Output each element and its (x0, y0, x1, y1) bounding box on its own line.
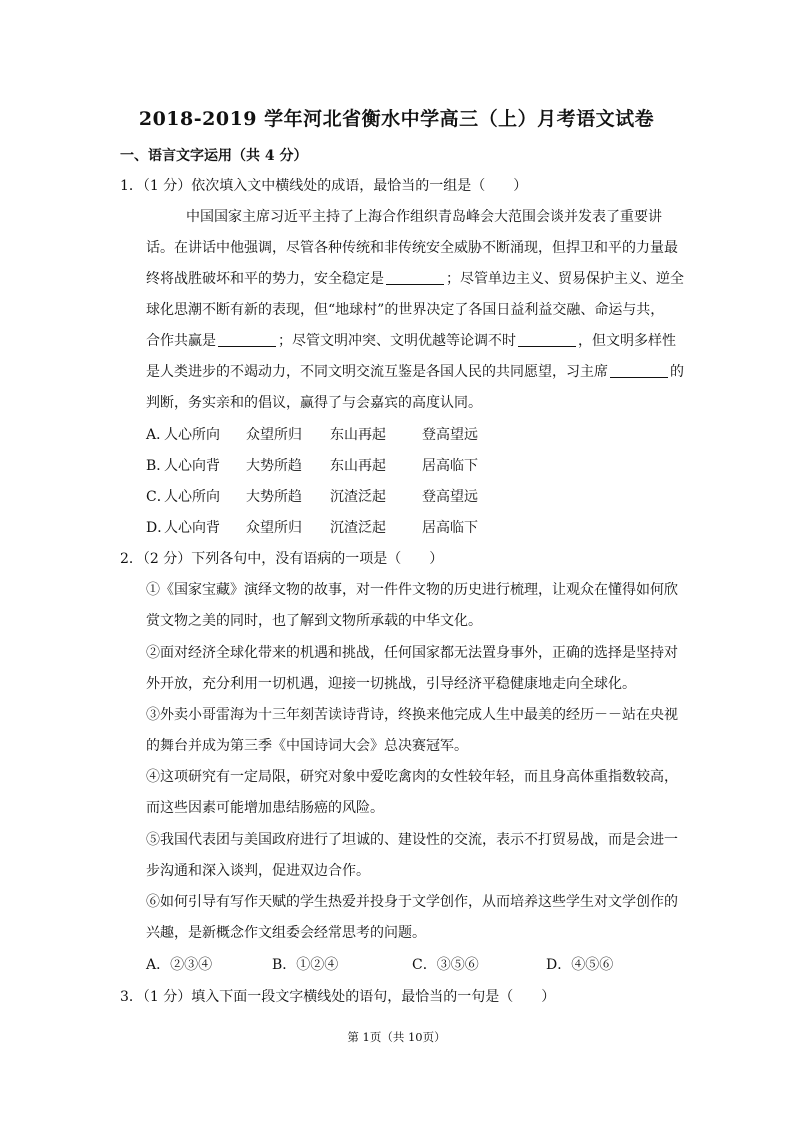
question-2-stem: 2．（2 分）下列各句中，没有语病的一项是（ ） (120, 551, 444, 567)
question-3-stem: 3．（1 分）填入下面一段文字横线处的语句，最恰当的一句是（ ） (120, 989, 556, 1005)
option-item: 人心所向 (164, 489, 220, 505)
answer-blank (386, 270, 444, 285)
option-item: ④⑤⑥ (571, 957, 614, 973)
option-letter: A． (146, 427, 171, 443)
option-item: 东山再起 (330, 427, 386, 443)
q2-option-d (546, 955, 613, 975)
q2-sentence-line: 赏文物之美的同时，也了解到文物所承载的中华文化。 (146, 613, 482, 629)
q1-passage-text: ；尽管单边主义、贸易保护主义、逆全 (446, 271, 684, 287)
option-item: 登高望远 (422, 427, 478, 443)
q1-passage-line (146, 362, 684, 382)
q2-option-a (146, 955, 212, 975)
question-1-stem: 1．（1 分）依次填入文中横线处的成语，最恰当的一组是（ ） (120, 178, 528, 194)
option-item: 沉渣泛起 (330, 489, 386, 505)
q2-sentence-line: ⑤我国代表团与美国政府进行了坦诚的、建设性的交流，表示不打贸易战，而是会进一 (146, 832, 678, 848)
option-item: 东山再起 (330, 458, 386, 474)
q2-sentence-line: ③外卖小哥雷海为十三年刻苦读诗背诗，终换来他完成人生中最美的经历－－站在央视 (146, 707, 678, 723)
q1-passage-text: ，但文明多样性 (578, 333, 676, 349)
option-item: 人心向背 (164, 458, 220, 474)
q2-sentence-line: 步沟通和深入谈判，促进双边合作。 (146, 863, 370, 879)
q1-passage-text: 的 (670, 364, 684, 380)
q1-passage-line: 判断，务实亲和的倡议，赢得了与会嘉宾的高度认同。 (146, 395, 482, 411)
q2-sentence-line: ④这项研究有一定局限，研究对象中爱吃禽肉的女性较年轻，而且身高体重指数较高， (146, 769, 678, 785)
option-letter: D． (146, 520, 172, 536)
option-letter: C． (412, 957, 437, 973)
q2-sentence-line: ⑥如何引导有写作天赋的学生热爱并投身于文学创作，从而培养这些学生对文学创作的 (146, 894, 678, 910)
option-letter: D． (546, 957, 572, 973)
answer-blank (518, 332, 576, 347)
section-heading: 一、语言文字运用（共 4 分） (120, 148, 308, 164)
option-item: ②③④ (170, 957, 213, 973)
page-title: 2018-2019 学年河北省衡水中学高三（上）月考语文试卷 (138, 108, 655, 130)
q1-passage-text: 是人类进步的不竭动力，不同文明交流互鉴是各国人民的共同愿望，习主席 (146, 364, 608, 380)
option-item: 人心所向 (164, 427, 220, 443)
option-item: ①②④ (296, 957, 339, 973)
q2-option-c (412, 955, 479, 975)
option-letter: A． (146, 957, 171, 973)
answer-blank (610, 363, 668, 378)
q2-option-b (272, 955, 338, 975)
option-item: 人心向背 (164, 520, 220, 536)
option-letter: B． (272, 957, 297, 973)
q1-passage-line (146, 331, 676, 351)
option-item: 居高临下 (422, 458, 478, 474)
q2-sentence-line: ②面对经济全球化带来的机遇和挑战，任何国家都无法置身事外，正确的选择是坚持对 (146, 645, 678, 661)
q1-passage-line (146, 269, 684, 289)
page-footer: 第 1页（共 10页） (347, 1030, 446, 1044)
q2-sentence-line: 的舞台并成为第三季《中国诗词大会》总决赛冠军。 (146, 738, 468, 754)
q2-sentence-line: 外开放，充分利用一切机遇，迎接一切挑战，引导经济平稳健康地走向全球化。 (146, 676, 636, 692)
q2-sentence-line: 而这些因素可能增加患结肠癌的风险。 (146, 800, 384, 816)
option-item: 众望所归 (246, 427, 302, 443)
option-item: 众望所归 (246, 520, 302, 536)
option-item: 沉渣泛起 (330, 520, 386, 536)
q1-passage-line: 话。在讲话中他强调，尽管各种传统和非传统安全威胁不断涌现，但捍卫和平的力量最 (146, 240, 678, 256)
option-item: 大势所趋 (246, 458, 302, 474)
q1-passage-line: 中国国家主席习近平主持了上海合作组织青岛峰会大范围会谈并发表了重要讲 (186, 209, 662, 225)
option-item: 大势所趋 (246, 489, 302, 505)
q1-passage-text: 终将战胜破坏和平的势力，安全稳定是 (146, 271, 384, 287)
q1-passage-text: 合作共赢是 (146, 333, 216, 349)
option-item: 居高临下 (422, 520, 478, 536)
answer-blank (218, 332, 276, 347)
q1-passage-text: ；尽管文明冲突、文明优越等论调不时 (278, 333, 516, 349)
q2-sentence-line: 兴趣，是新概念作文组委会经常思考的问题。 (146, 925, 426, 941)
q2-sentence-line: ①《国家宝藏》演绎文物的故事，对一件件文物的历史进行梳理，让观众在懂得如何欣 (146, 582, 678, 598)
option-item: ③⑤⑥ (436, 957, 479, 973)
option-letter: B． (146, 458, 171, 474)
q1-passage-line: 球化思潮不断有新的表现，但“地球村”的世界决定了各国日益利益交融、命运与共， (146, 302, 665, 318)
option-item: 登高望远 (422, 489, 478, 505)
option-letter: C． (146, 489, 171, 505)
